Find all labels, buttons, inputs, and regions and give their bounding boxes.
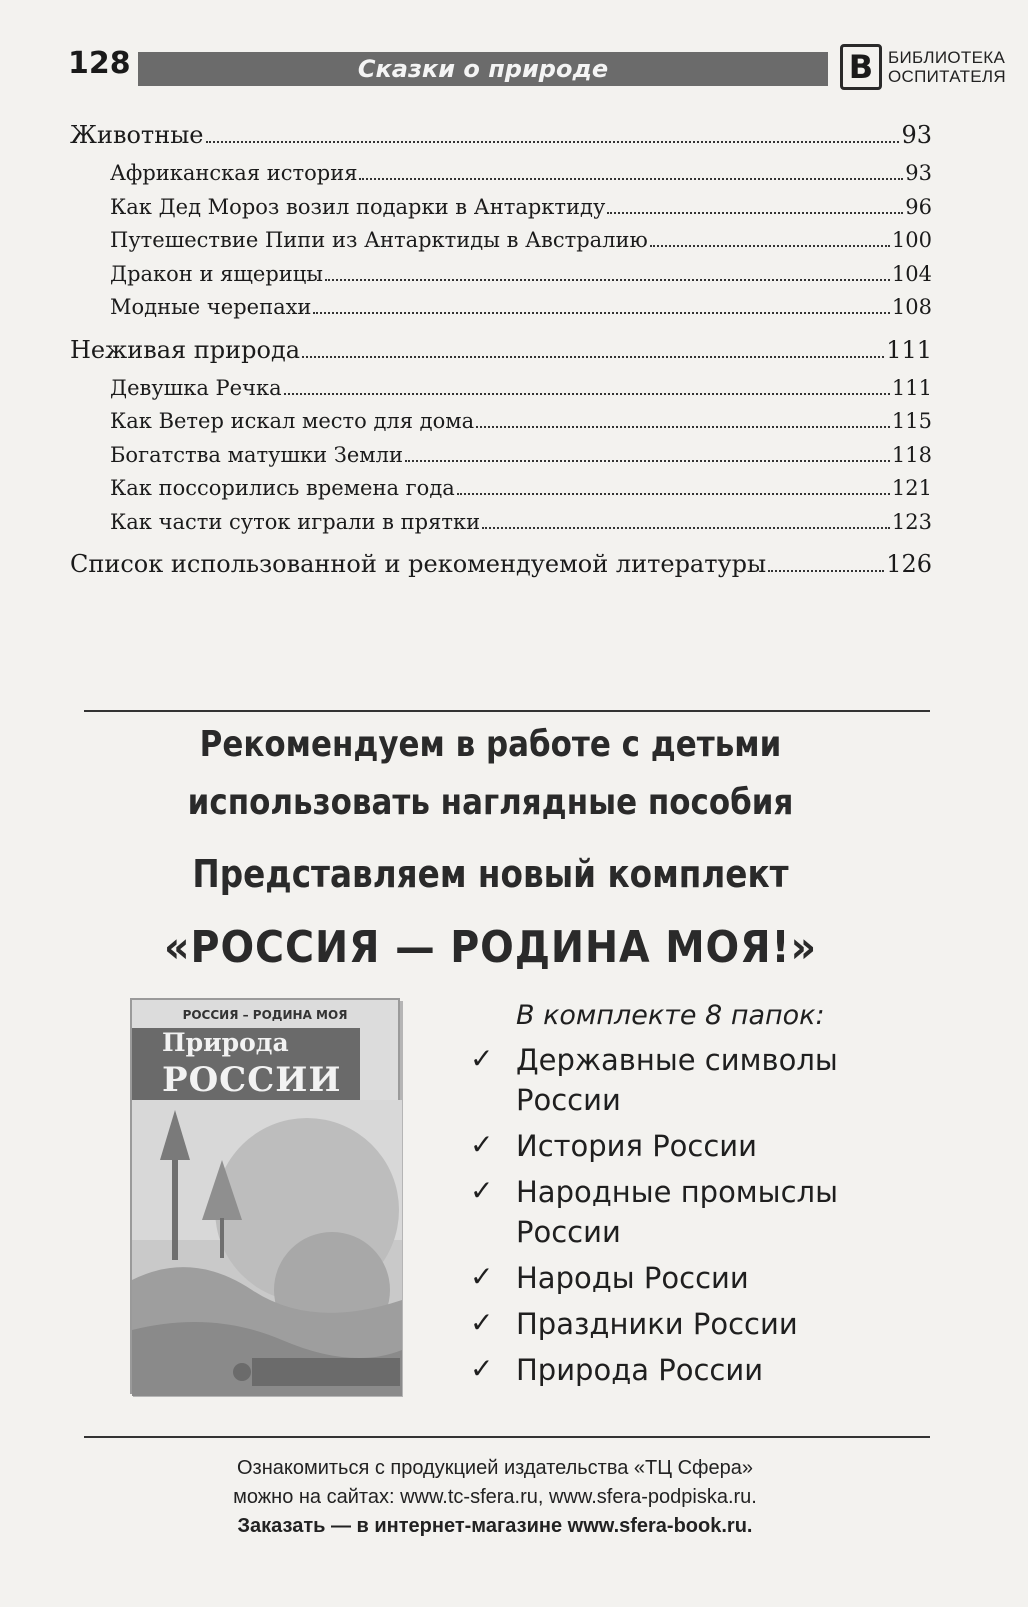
list-item-label: История России — [516, 1129, 758, 1163]
toc-entry — [70, 506, 932, 540]
toc-entry — [70, 543, 932, 586]
cover-series: РОССИЯ – РОДИНА МОЯ — [182, 1008, 348, 1022]
page-number: 128 — [68, 46, 131, 81]
toc-entry-label: Список использованной и рекомендуемой литературы — [70, 550, 767, 578]
footer-line-2: можно на сайтах: www.tc-sfera.ru, www.sfera-podpiska.ru. — [233, 1486, 757, 1508]
cover-title-line-1: Природа — [162, 1028, 289, 1057]
checkmark-icon: ✓ — [470, 1260, 494, 1293]
checkmark-icon: ✓ — [470, 1042, 494, 1075]
toc-entry-page: 115 — [891, 409, 932, 433]
list-item — [470, 1126, 940, 1166]
toc-entry-label: Как Дед Мороз возил подарки в Антарктиду — [110, 194, 606, 219]
checkmark-icon: ✓ — [470, 1174, 494, 1207]
toc-entry-label: Модные черепахи — [110, 295, 312, 319]
section-divider — [84, 710, 930, 712]
toc-leader-dots — [457, 493, 890, 495]
toc-entry-page: 104 — [891, 261, 932, 286]
promo-kit-title: «РОССИЯ — РОДИНА МОЯ!» — [164, 922, 817, 973]
toc-leader-dots — [768, 570, 884, 572]
publisher-series-name — [888, 48, 1028, 86]
list-item-label: Народы России — [516, 1261, 749, 1295]
toc-entry-page: 111 — [891, 375, 932, 400]
book-cover-image — [130, 998, 400, 1394]
toc-entry-label: Африканская история — [110, 161, 358, 185]
promo-heading-1: Рекомендуем в работе с детьми — [199, 724, 782, 765]
toc-entry-page: 118 — [891, 442, 932, 467]
list-item-label: Державные символы России — [516, 1043, 838, 1117]
kit-contents-title: В комплекте 8 папок: — [516, 1000, 825, 1031]
toc-entry — [70, 224, 932, 258]
publisher-logo-icon — [840, 44, 882, 90]
toc-entry — [70, 439, 932, 473]
toc-leader-dots — [359, 178, 903, 180]
toc-entry — [70, 291, 932, 325]
table-of-contents — [70, 114, 932, 586]
toc-entry-page: 93 — [901, 121, 932, 149]
toc-entry — [70, 472, 932, 506]
toc-entry — [70, 114, 932, 157]
toc-leader-dots — [325, 279, 890, 281]
toc-entry-label: Богатства матушки Земли — [110, 442, 403, 467]
list-item — [470, 1040, 940, 1120]
toc-entry-label: Животные — [70, 121, 204, 149]
list-item-label: Народные промыслы России — [516, 1175, 838, 1249]
footer-line-3: Заказать — в интернет-магазине www.sfera-book.ru. — [237, 1515, 753, 1537]
toc-entry-label: Девушка Речка — [110, 375, 282, 400]
toc-leader-dots — [313, 312, 889, 314]
cover-illustration — [132, 1100, 402, 1396]
toc-leader-dots — [302, 356, 884, 358]
toc-entry-page: 126 — [886, 550, 932, 578]
list-item — [470, 1304, 940, 1344]
toc-entry-label: Неживая природа — [70, 335, 301, 364]
toc-entry-page: 96 — [905, 194, 932, 219]
toc-leader-dots — [482, 527, 890, 529]
promo-heading-3: Представляем новый комплект — [192, 852, 789, 896]
toc-leader-dots — [405, 460, 890, 462]
checkmark-icon: ✓ — [470, 1352, 494, 1385]
toc-entry — [70, 191, 932, 225]
logo-line-2: ОСПИТАТЕЛЯ — [888, 67, 1006, 86]
toc-entry — [70, 405, 932, 439]
footer-divider — [84, 1436, 930, 1438]
promo-heading-2: использовать наглядные пособия — [187, 782, 794, 823]
toc-entry — [70, 157, 932, 191]
toc-entry-page: 93 — [905, 161, 932, 185]
toc-entry-label: Как Ветер искал место для дома — [110, 409, 475, 433]
toc-entry — [70, 258, 932, 292]
toc-entry-page: 111 — [886, 335, 932, 364]
cover-title-line-2: РОССИИ — [162, 1060, 342, 1100]
kit-contents-list — [470, 1040, 940, 1396]
toc-entry-page: 100 — [891, 228, 932, 252]
list-item — [470, 1350, 940, 1390]
toc-entry-label: Как части суток играли в прятки — [110, 509, 481, 534]
toc-entry-page: 121 — [891, 476, 932, 500]
toc-entry-label: Как поссорились времена года — [110, 476, 455, 500]
footer-line-1: Ознакомиться с продукцией издательства «ТЦ Сфера» — [236, 1457, 754, 1479]
list-item-label: Природа России — [516, 1353, 764, 1387]
publisher-footer — [60, 1454, 930, 1541]
toc-leader-dots — [607, 212, 903, 214]
toc-entry-label: Путешествие Пипи из Антарктиды в Австралию — [110, 228, 648, 252]
list-item-label: Праздники России — [516, 1307, 798, 1341]
checkmark-icon: ✓ — [470, 1306, 494, 1339]
running-title-bar — [138, 52, 828, 86]
checkmark-icon: ✓ — [470, 1128, 494, 1161]
toc-entry-page: 123 — [891, 509, 932, 534]
toc-leader-dots — [284, 393, 890, 395]
logo-letter: В — [848, 48, 874, 86]
page-header — [68, 44, 1006, 94]
toc-entry-label: Дракон и ящерицы — [110, 261, 324, 286]
toc-leader-dots — [476, 426, 890, 428]
running-title: Сказки о природе — [357, 55, 609, 83]
toc-leader-dots — [206, 141, 900, 143]
toc-entry — [70, 329, 932, 372]
toc-entry — [70, 372, 932, 406]
list-item — [470, 1172, 940, 1252]
list-item — [470, 1258, 940, 1298]
logo-line-1: БИБЛИОТЕКА — [888, 48, 1006, 67]
toc-leader-dots — [650, 245, 890, 247]
toc-entry-page: 108 — [891, 295, 932, 319]
